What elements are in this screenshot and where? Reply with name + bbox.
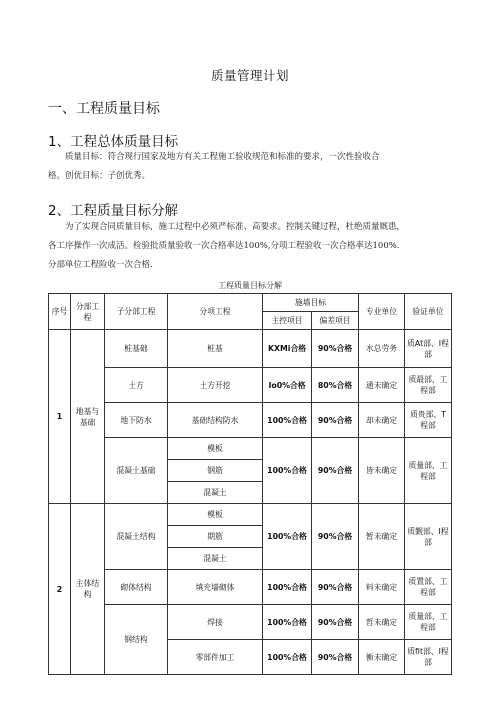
paragraph-overall-goal: [48, 148, 450, 186]
row-subdivision: 土方: [105, 368, 168, 403]
table-row: [49, 368, 452, 403]
header-item: 分项工程: [168, 294, 263, 330]
row-unit: 皆未确定: [359, 438, 405, 504]
header-target: 施墙目标: [263, 294, 359, 312]
row-main: 100%合格: [263, 640, 312, 675]
row-accept: 质At部、I程部: [405, 330, 452, 368]
table-row: [49, 438, 452, 460]
row-main: 100%合格: [263, 605, 312, 640]
row-seq: 1: [49, 330, 71, 504]
row-subdivision: 钢结构: [105, 605, 168, 675]
quality-target-table: [48, 293, 452, 675]
row-general: 90%合格: [312, 330, 359, 368]
row-general: 90%合格: [312, 403, 359, 438]
row-unit: 衡未确定: [359, 640, 405, 675]
row-item: 模板: [168, 438, 263, 460]
row-accept: 质置部、工程部: [405, 570, 452, 605]
row-general: 90%合格: [312, 438, 359, 504]
row-item: 期筋: [168, 526, 263, 548]
document-title: 质量管理计划: [210, 68, 289, 83]
table-row: [49, 570, 452, 605]
header-subdivision: 子分部工程: [105, 294, 168, 330]
table-row: [49, 504, 452, 526]
paragraph-line: 各工序操作一次成活。检验批质量验收一次合格率达100%,分项工程验收一次合格率达100%.: [48, 241, 400, 251]
table-row: [49, 403, 452, 438]
row-subdivision: 地下防水: [105, 403, 168, 438]
header-main-control: 主控项目: [263, 312, 312, 330]
header-division: 分部工程: [71, 294, 105, 330]
row-division: 地基与基础: [71, 330, 105, 504]
table-caption: 工程质量目标分解: [218, 281, 282, 290]
row-item: 混凝土: [168, 548, 263, 570]
paragraph-line: 分部单位工程险收一次合格.: [48, 260, 153, 270]
row-unit: 却未确定: [359, 403, 405, 438]
subsection-heading-breakdown: 2、工程质量目标分解: [48, 203, 179, 219]
section-heading: 一、工程质量目标: [48, 101, 160, 117]
row-item: 焊接: [168, 605, 263, 640]
row-general: 90%合格: [312, 640, 359, 675]
row-general: 90%合格: [312, 570, 359, 605]
row-seq: 2: [49, 504, 71, 675]
paragraph-breakdown: [48, 218, 450, 275]
row-item: 模板: [168, 504, 263, 526]
paragraph-line: 质量目标：符合现行国家及地方有关工程施工验收规范和标准的要求，一次性验收合: [65, 152, 380, 162]
row-main: 100%合格: [263, 504, 312, 570]
row-main: KXMi合格: [263, 330, 312, 368]
header-general: 偏差项目: [312, 312, 359, 330]
row-main: Io0%合格: [263, 368, 312, 403]
row-accept: 质觐部、I程部: [405, 504, 452, 570]
row-accept: 质fit部、I程部: [405, 640, 452, 675]
header-seq: 序号: [49, 294, 71, 330]
table-row: [49, 330, 452, 368]
row-main: 100%合格: [263, 403, 312, 438]
row-unit: 通未确定: [359, 368, 405, 403]
table-row: [49, 605, 452, 640]
row-division: 主体结构: [71, 504, 105, 675]
row-item: 填充墙砌体: [168, 570, 263, 605]
row-general: 90%合格: [312, 605, 359, 640]
row-unit: 哲未确定: [359, 605, 405, 640]
row-accept: 质量部、工程部: [405, 605, 452, 640]
row-accept: 质最部、工程部: [405, 368, 452, 403]
row-main: 100%合格: [263, 570, 312, 605]
row-item: 桩基: [168, 330, 263, 368]
header-unit: 专业单位: [359, 294, 405, 330]
row-item: 混凝土: [168, 482, 263, 504]
row-item: 土方开挖: [168, 368, 263, 403]
row-general: 80%合格: [312, 368, 359, 403]
row-item: 零部件加工: [168, 640, 263, 675]
paragraph-line: 格。创优目标：子创优秀。: [48, 171, 151, 181]
header-accept: 验证单位: [405, 294, 452, 330]
row-main: 100%合格: [263, 438, 312, 504]
row-subdivision: 砌体结构: [105, 570, 168, 605]
row-unit: 料未确定: [359, 570, 405, 605]
row-item: 钢筋: [168, 460, 263, 482]
row-subdivision: 桩基础: [105, 330, 168, 368]
row-general: 90%合格: [312, 504, 359, 570]
row-subdivision: 混凝土结构: [105, 504, 168, 570]
row-unit: 水总劳务: [359, 330, 405, 368]
row-subdivision: 混凝土基础: [105, 438, 168, 504]
subsection-heading-overall: 1、工程总体质量目标: [48, 134, 179, 150]
table-header-row: [49, 294, 452, 312]
row-accept: 质量部、工程部: [405, 438, 452, 504]
row-accept: 质贵部、T程部: [405, 403, 452, 438]
row-unit: 暂未确定: [359, 504, 405, 570]
row-item: 基础结构防水: [168, 403, 263, 438]
paragraph-line: 为了实现合同质量目标，施工过程中必须严标准、高要求。控制关键过程，杜绝质量厩患，: [65, 222, 406, 232]
